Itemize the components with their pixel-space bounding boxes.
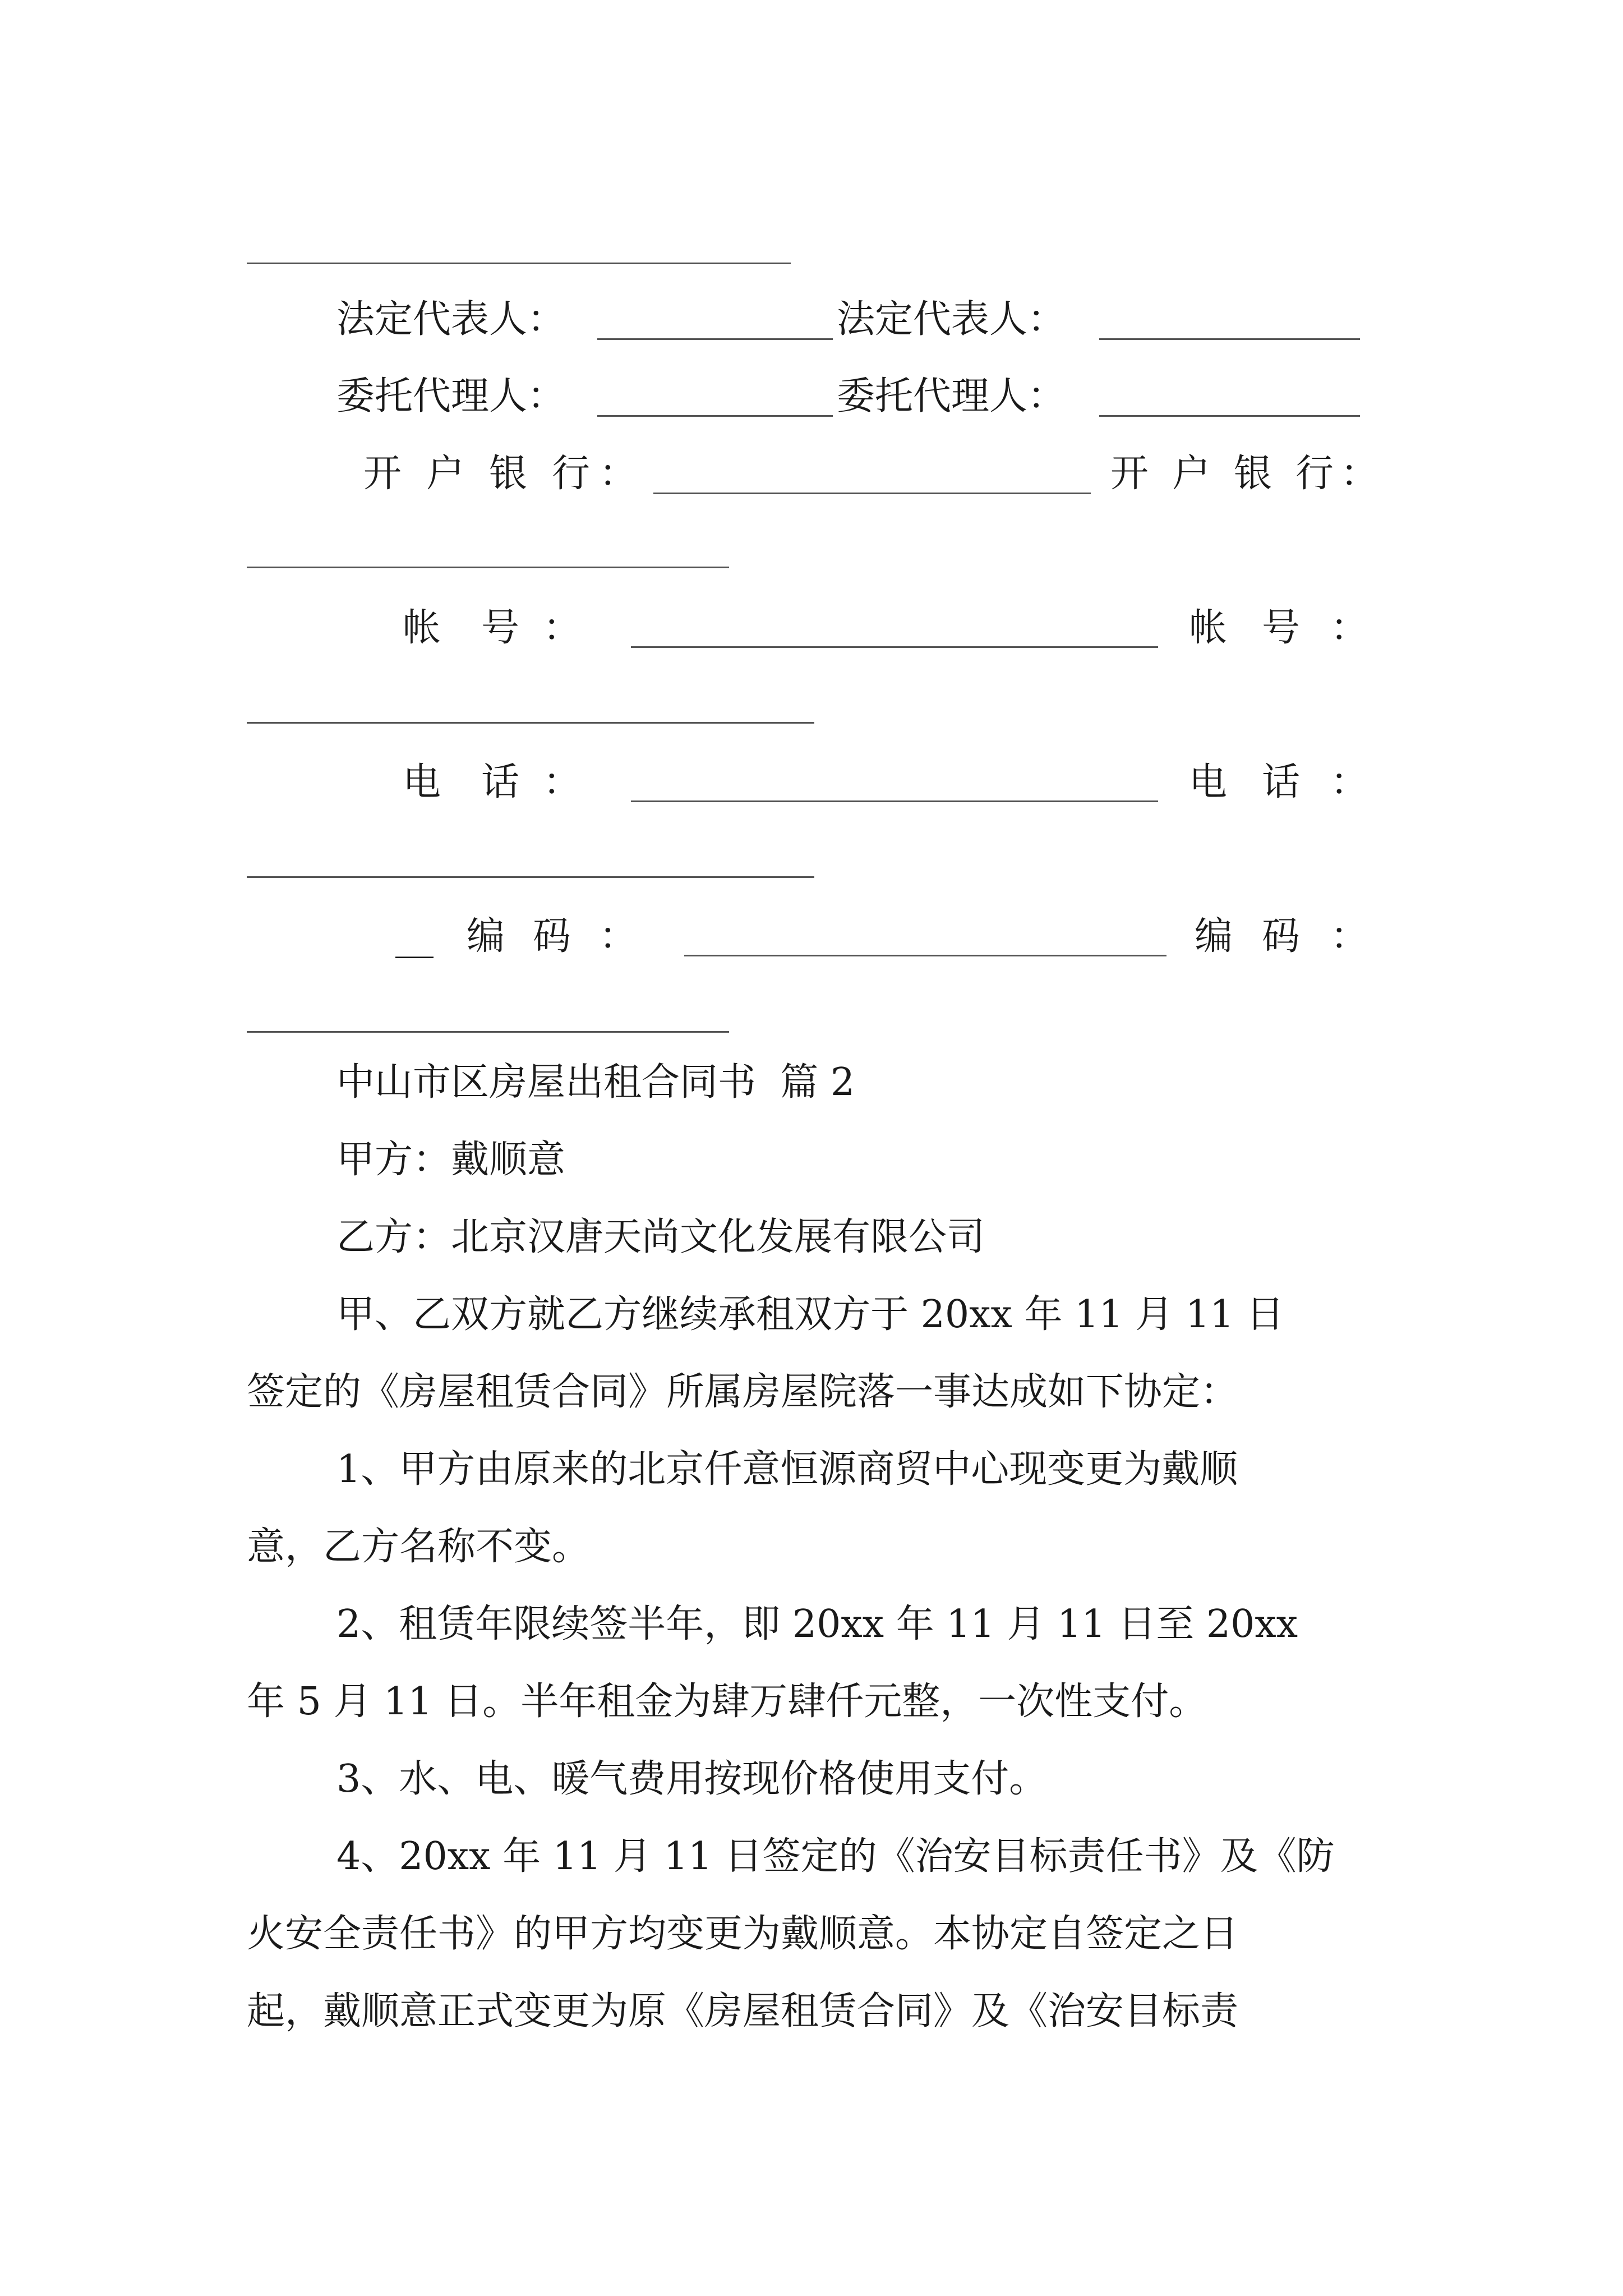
legal-rep-blank-b [1099,338,1360,340]
intro-line-2: 签定的《房屋租赁合同》所属房屋院落一事达成如下协定： [247,1370,1239,1414]
phone-blank-b-continued [247,876,814,878]
phone-label-a-char-1: 电 [403,760,441,804]
code-label-a-char-2: 码 [533,914,571,959]
item1-line-2: 意，乙方名称不变。 [247,1525,591,1569]
phone-label-b-char-1: 电 [1189,760,1228,804]
code-blank-a [684,955,1166,956]
bank-blank-b-continued [247,567,729,568]
code-prefix-blank: __ [395,914,434,959]
legal-rep-blank-a [597,338,833,340]
account-blank-b-continued [247,722,814,724]
bank-label-b-char-5: ： [1340,452,1379,496]
code-blank-b-continued [247,1031,729,1033]
code-label-a-char-1: 编 [467,914,505,959]
item3-line-1: 3、水、电、暖气费用按现价格使用支付。 [336,1757,1048,1801]
bank-label-a-char-2: 户 [426,452,465,496]
item2-line-2: 年 5 月 11 日。半年租金为肆万肆仟元整，一次性支付。 [247,1680,1207,1724]
account-label-a-char-2: 号 [481,606,520,650]
bank-label-a-char-3: 银 [489,452,528,496]
legal-rep-label-b: 法定代表人： [837,297,1066,342]
party-a-line: 甲方：戴顺意 [336,1138,566,1182]
bank-label-b-char-3: 银 [1234,452,1272,496]
phone-blank-a [631,800,1158,802]
phone-label-a-char-2: 话 [481,760,520,804]
code-label-b-char-1: 编 [1195,914,1233,959]
item4-line-2: 火安全责任书》的甲方均变更为戴顺意。本协定自签定之日 [247,1912,1239,1956]
agent-blank-b [1099,415,1360,417]
code-label-b-char-3: ： [1330,914,1369,959]
party-b-line: 乙方：北京汉唐天尚文化发展有限公司 [336,1215,985,1259]
item4-line-1: 4、20xx 年 11 月 11 日签定的《治安目标责任书》及《防 [336,1834,1335,1879]
blank-line [247,263,791,264]
account-label-b-char-1: 帐 [1189,606,1228,650]
bank-label-a-char-4: 行 [552,452,591,496]
code-label-a-char-3: ： [599,914,638,959]
phone-label-b-char-2: 话 [1262,760,1301,804]
agent-blank-a [597,415,833,417]
phone-label-b-char-3: ： [1330,760,1369,804]
item2-line-1: 2、租赁年限续签半年，即 20xx 年 11 月 11 日至 20xx [336,1602,1298,1646]
phone-label-a-char-3: ： [543,760,582,804]
bank-label-b-char-1: 开 [1110,452,1149,496]
bank-blank-a [653,493,1091,494]
legal-rep-label-a: 法定代表人： [336,297,566,342]
bank-label-b-char-2: 户 [1172,452,1211,496]
bank-label-b-char-4: 行 [1295,452,1334,496]
agent-label-b: 委托代理人： [837,374,1066,418]
intro-line-1: 甲、乙双方就乙方继续承租双方于 20xx 年 11 月 11 日 [336,1292,1284,1337]
account-label-b-char-2: 号 [1262,606,1301,650]
agent-label-a: 委托代理人： [336,374,566,418]
section-heading: 中山市区房屋出租合同书 篇 2 [336,1060,855,1105]
account-blank-a [631,646,1158,648]
account-label-a-char-3: ： [543,606,582,650]
item1-line-1: 1、甲方由原来的北京仟意恒源商贸中心现变更为戴顺 [336,1447,1238,1492]
bank-label-a-char-5: ： [599,452,638,496]
bank-label-a-char-1: 开 [363,452,402,496]
code-label-b-char-2: 码 [1262,914,1301,959]
item4-line-3: 起，戴顺意正式变更为原《房屋租赁合同》及《治安目标责 [247,1989,1239,2033]
account-label-a-char-1: 帐 [403,606,441,650]
account-label-b-char-3: ： [1330,606,1369,650]
